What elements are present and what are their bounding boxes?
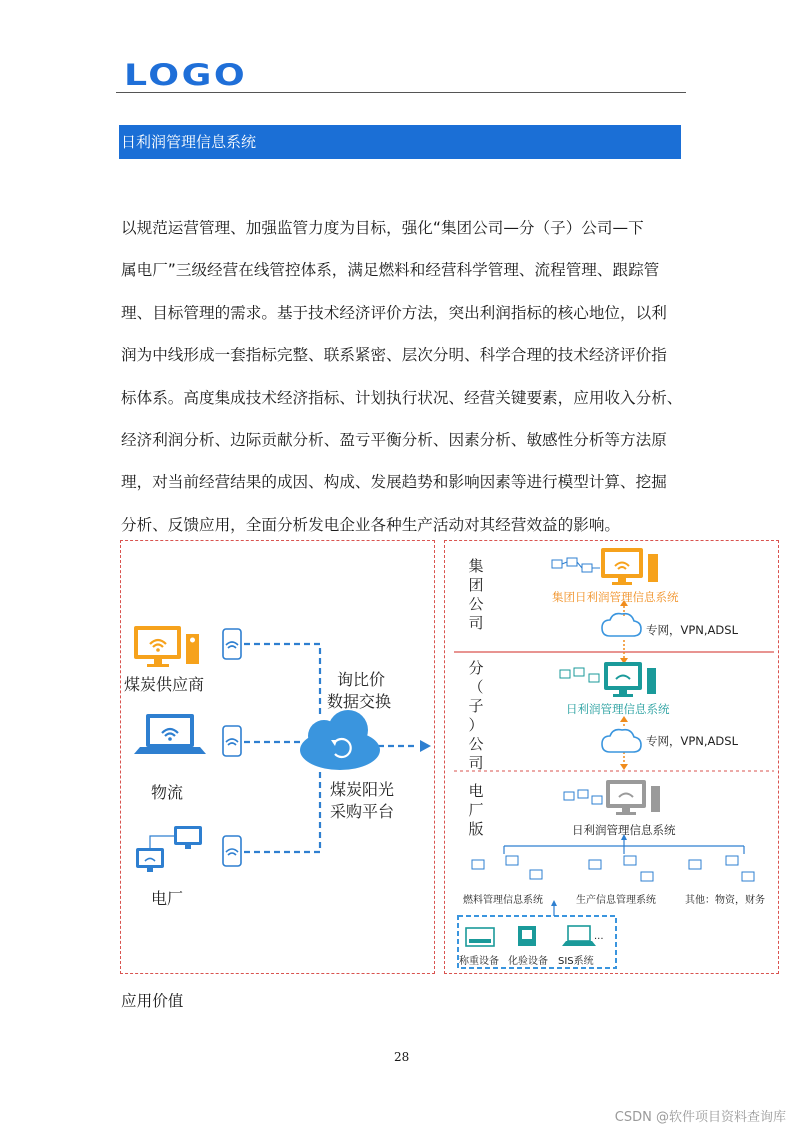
body-line: 经济利润分析、边际贡献分析、盈亏平衡分析、因素分析、敏感性分析等方法原	[121, 431, 667, 450]
laptop-icon	[134, 714, 206, 754]
watermark: CSDN @软件项目资料查询库	[614, 1110, 786, 1125]
branch-label-char: ）	[468, 716, 484, 734]
small-devices-icon	[564, 790, 602, 804]
branch-label-char: 司	[468, 754, 484, 772]
exchange-label-2: 数据交换	[327, 692, 392, 711]
section-title: 日利润管理信息系统	[119, 125, 681, 159]
platform-label-1: 煤炭阳光	[330, 780, 395, 799]
tree-connectors	[504, 840, 744, 854]
body-line: 分析、反馈应用，全面分析发电企业各种生产活动对其经营效益的影响。	[121, 515, 621, 534]
body-line: 标体系。高度集成技术经济指标、计划执行状况、经营关键要素，应用收入分析、	[121, 388, 683, 407]
small-devices-icon	[552, 558, 600, 572]
exchange-label-1: 询比价	[337, 670, 386, 689]
branch-label-char: （	[468, 678, 484, 696]
supplier-label: 煤炭供应商	[124, 675, 205, 694]
small-devices-icon	[472, 856, 754, 881]
lab-label: 化验设备	[508, 956, 548, 967]
plant-vertical-label	[467, 782, 485, 839]
group-system-label: 集团日利润管理信息系统	[552, 590, 679, 604]
phone-icon	[223, 629, 241, 866]
body-line: 以规范运营管理、加强监管力度为目标，强化“集团公司—分（子）公司—下	[121, 219, 644, 237]
page-number: 28	[394, 1050, 410, 1064]
branch-label-char: 公	[468, 735, 484, 753]
logistics-label: 物流	[151, 783, 184, 802]
group-label-char: 司	[468, 614, 484, 632]
branch-label	[467, 659, 485, 773]
branch-label-char: 子	[468, 697, 484, 715]
network-label-1: 专网，VPN,ADSL	[646, 623, 738, 637]
cloud-icon	[300, 710, 380, 770]
monitor-icon	[606, 780, 660, 815]
other-system-label: 其他：物资，财务	[685, 895, 765, 906]
scale-icon	[466, 928, 494, 946]
network-label-2: 专网，VPN,ADSL	[646, 734, 738, 748]
group-label-char: 集	[468, 557, 484, 575]
caption: 应用价值	[121, 992, 184, 1010]
diagram-right-graphics	[444, 540, 779, 974]
plant-label-char: 厂	[468, 801, 484, 819]
monitor-icon	[601, 548, 658, 585]
computer-network-icon	[136, 826, 202, 872]
fuel-system-label: 燃料管理信息系统	[463, 895, 543, 906]
lab-equipment-icon	[518, 926, 536, 946]
header-divider	[116, 92, 686, 93]
monitor-icon	[604, 662, 656, 697]
branch-system-label: 日利润管理信息系统	[566, 702, 670, 716]
group-label-char: 团	[468, 576, 484, 594]
plant-label-char: 电	[468, 782, 484, 800]
group-label	[467, 557, 485, 633]
plant-label-char: 版	[468, 820, 484, 838]
weighing-label: 称重设备	[459, 956, 499, 967]
group-label-char: 公	[468, 595, 484, 613]
logo: LOGO	[124, 58, 248, 92]
laptop-icon	[562, 926, 596, 946]
body-line: 润为中线形成一套指标完整、联系紧密、层次分明、科学合理的技术经济评价指	[121, 346, 667, 365]
body-line: 属电厂”三级经营在线管控体系，满足燃料和经营科学管理、流程管理、跟踪管	[121, 261, 660, 280]
arrow-right-icon	[420, 740, 431, 752]
platform-label-2: 采购平台	[330, 802, 395, 821]
plant-label: 电厂	[151, 889, 184, 908]
sis-label: SIS系统	[558, 956, 594, 967]
production-system-label: 生产信息管理系统	[576, 895, 656, 906]
body-line: 理，对当前经营结果的成因、构成、发展趋势和影响因素等进行模型计算、挖掘	[121, 473, 667, 492]
plant-system-label: 日利润管理信息系统	[572, 823, 676, 837]
monitor-icon	[134, 626, 199, 667]
body-line: 理、目标管理的需求。基于技术经济评价方法，突出利润指标的核心地位，以利	[121, 303, 667, 322]
ellipsis-label: ...	[594, 931, 604, 942]
body-paragraph	[121, 207, 684, 546]
small-devices-icon	[560, 668, 599, 682]
branch-label-char: 分	[468, 659, 484, 677]
